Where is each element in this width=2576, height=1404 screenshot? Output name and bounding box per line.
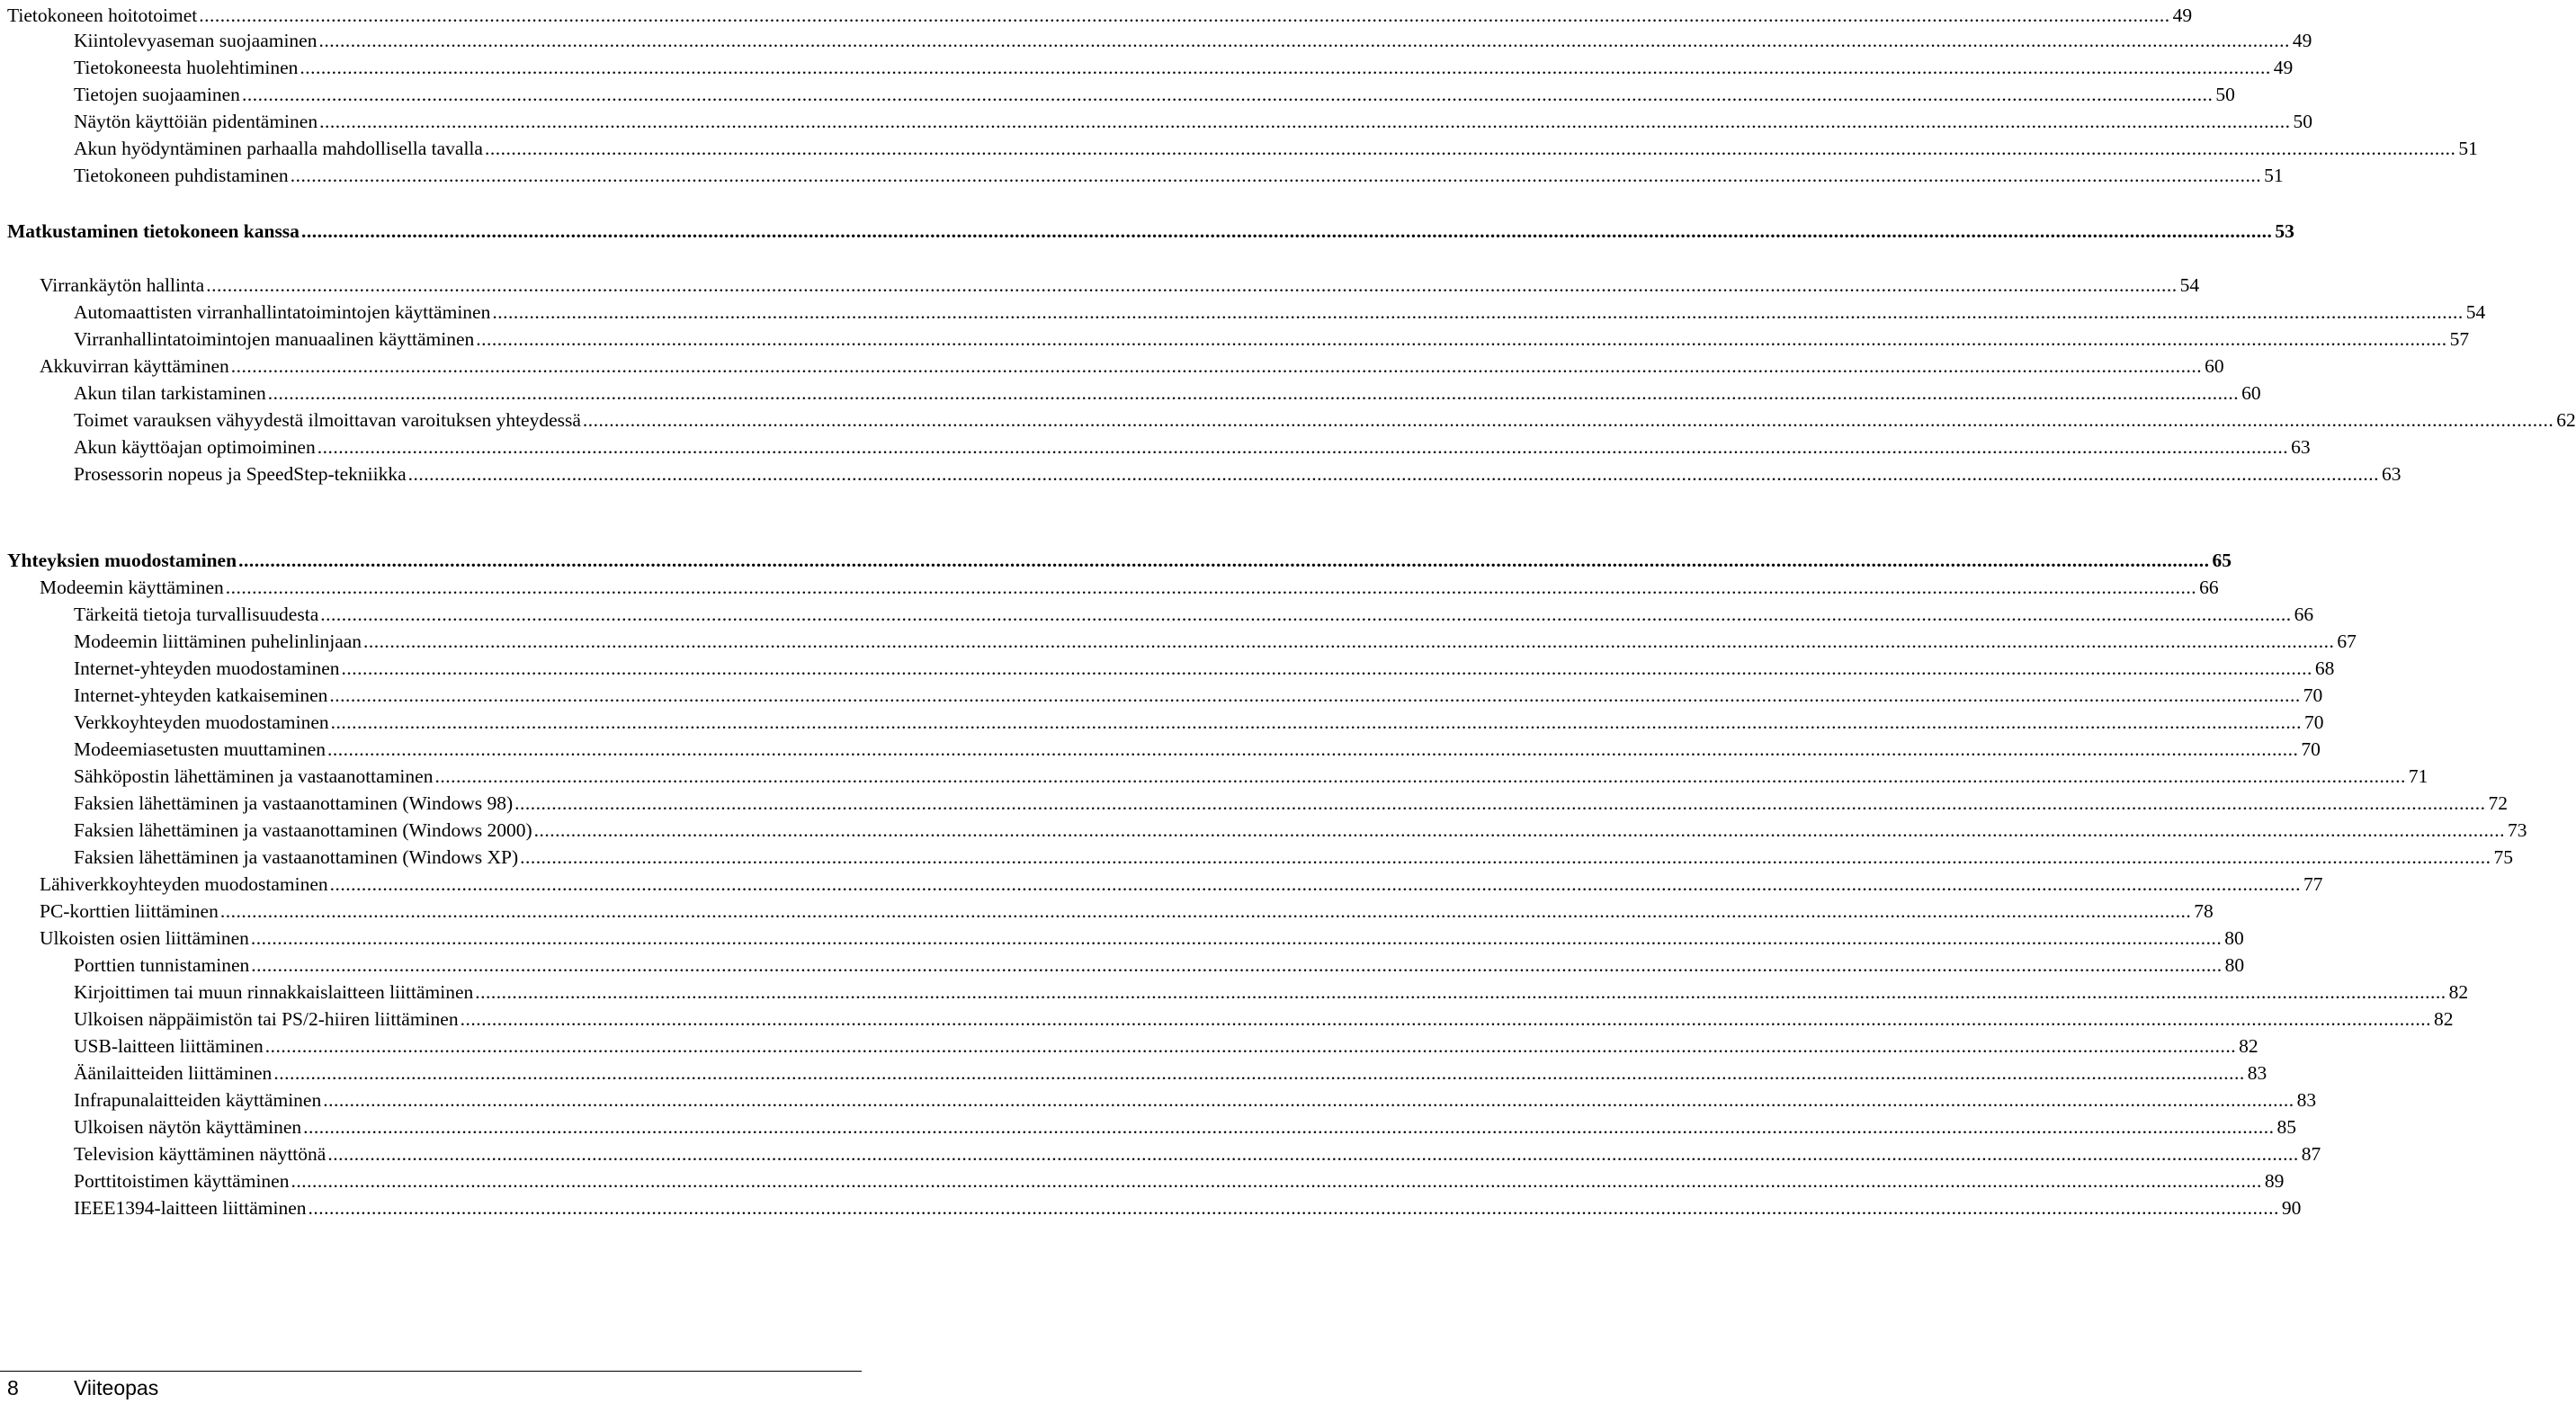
- toc-entry-title: Internet-yhteyden katkaiseminen: [74, 684, 328, 706]
- toc-entry-title: Tärkeitä tietoja turvallisuudesta: [74, 604, 319, 625]
- toc-leader-dots: [291, 164, 2261, 187]
- toc-entry-title: Modeemin käyttäminen: [40, 577, 224, 598]
- toc-entry-page: 49: [2273, 57, 2294, 78]
- toc-leader-dots: [342, 657, 2312, 680]
- toc-entry-title: Akkuvirran käyttäminen: [40, 355, 229, 377]
- toc-entry-page: 71: [2408, 765, 2428, 787]
- toc-leader-dots: [199, 4, 2169, 27]
- toc-entry-title: Toimet varauksen vähyydestä ilmoittavan varoituksen yhteydessä: [74, 409, 581, 431]
- toc-entry-page: 60: [2241, 382, 2261, 404]
- toc-leader-dots: [273, 1061, 2244, 1085]
- toc-entry-page: 57: [2449, 328, 2470, 350]
- toc-entry-title: Ulkoisen näytön käyttäminen: [74, 1116, 302, 1138]
- toc-entry: [0, 707, 2324, 734]
- toc-leader-dots: [320, 603, 2291, 626]
- toc-entry: [0, 1112, 2297, 1139]
- toc-leader-dots: [330, 872, 2301, 896]
- toc-entry: [0, 1058, 2267, 1085]
- toc-entry: [0, 626, 2357, 653]
- toc-entry-title: Virrankäytön hallinta: [40, 274, 205, 296]
- toc-entry: [0, 653, 2335, 680]
- toc-leader-dots: [300, 56, 2270, 79]
- toc-entry-page: 50: [2215, 84, 2235, 105]
- toc-entry-page: 70: [2301, 738, 2321, 760]
- toc-leader-dots: [327, 738, 2298, 761]
- toc-entry: [0, 133, 2478, 160]
- toc-leader-dots: [318, 29, 2289, 52]
- toc-entry-page: 83: [2296, 1089, 2317, 1111]
- toc-leader-dots: [319, 110, 2290, 133]
- toc-entry-title: Kirjoittimen tai muun rinnakkaislaitteen liittäminen: [74, 981, 474, 1003]
- toc-entry-title: Lähiverkkoyhteyden muodostaminen: [40, 873, 328, 895]
- toc-leader-dots: [514, 791, 2485, 815]
- footer-page-number: 8: [7, 1376, 19, 1400]
- toc-leader-dots: [461, 1007, 2431, 1031]
- toc-entry-page: 53: [2275, 220, 2294, 242]
- toc-leader-dots: [251, 926, 2222, 950]
- toc-entry: [0, 459, 2402, 486]
- toc-leader-dots: [318, 435, 2288, 459]
- toc-entry: [0, 680, 2323, 707]
- toc-entry: [0, 432, 2311, 459]
- toc-entry-page: 82: [2239, 1035, 2258, 1057]
- toc-entry-page: 82: [2433, 1008, 2454, 1030]
- toc-entry-page: 75: [2493, 846, 2513, 868]
- toc-entry-page: 72: [2488, 792, 2509, 814]
- toc-entry: [0, 52, 2294, 79]
- toc-leader-dots: [291, 1169, 2261, 1193]
- toc-leader-dots: [265, 1034, 2236, 1058]
- toc-entry: [0, 1031, 2258, 1058]
- toc-entry: [0, 1166, 2285, 1193]
- toc-entry: [0, 1139, 2321, 1166]
- toc-entry-page: 49: [2172, 4, 2193, 26]
- toc-entry: [0, 1085, 2317, 1112]
- toc-leader-dots: [238, 549, 2209, 572]
- toc-entry: [0, 1193, 2302, 1220]
- toc-leader-dots: [583, 408, 2554, 432]
- toc-leader-dots: [268, 381, 2239, 405]
- toc-entry-page: 62: [2556, 409, 2576, 431]
- toc-entry-title: Television käyttäminen näyttönä: [74, 1143, 326, 1165]
- toc-entry-title: Porttien tunnistaminen: [74, 954, 250, 976]
- toc-entry-title: Verkkoyhteyden muodostaminen: [74, 711, 329, 733]
- toc-leader-dots: [231, 354, 2202, 378]
- toc-entry: [0, 405, 2576, 432]
- toc-entry-page: 51: [2458, 138, 2478, 159]
- toc-entry-title: Automaattisten virranhallintatoimintojen käyttäminen: [74, 301, 491, 323]
- toc-entry-title: Modeemiasetusten muuttaminen: [74, 738, 326, 760]
- toc-entry-title: Ulkoisten osien liittäminen: [40, 927, 249, 949]
- toc-leader-dots: [226, 576, 2196, 599]
- toc-leader-dots: [309, 1196, 2279, 1220]
- toc-entry: [0, 923, 2244, 950]
- toc-entry-page: 66: [2294, 604, 2314, 625]
- toc-entry-page: 82: [2448, 981, 2469, 1003]
- toc-entry-page: 65: [2212, 550, 2232, 571]
- toc-entry-page: 70: [2303, 684, 2323, 706]
- toc-entry-title: USB-laitteen liittäminen: [74, 1035, 264, 1057]
- toc-leader-dots: [492, 300, 2463, 324]
- toc-leader-dots: [485, 137, 2455, 160]
- toc-entry-title: IEEE1394-laitteen liittäminen: [74, 1197, 307, 1219]
- toc-entry-title: Akun tilan tarkistaminen: [74, 382, 266, 404]
- toc-entry-title: Infrapunalaitteiden käyttäminen: [74, 1089, 322, 1111]
- toc-entry-page: 51: [2264, 165, 2284, 186]
- toc-entry: [0, 545, 2232, 572]
- toc-entry-title: Prosessorin nopeus ja SpeedStep-tekniikka: [74, 463, 407, 485]
- toc-leader-dots: [220, 899, 2191, 923]
- toc-entry: [0, 761, 2428, 788]
- toc-entry-page: 80: [2224, 927, 2244, 949]
- toc-entry: [0, 270, 2200, 297]
- toc-entry-title: Porttitoistimen käyttäminen: [74, 1170, 290, 1192]
- toc-entry-title: Faksien lähettäminen ja vastaanottaminen (Windows 98): [74, 792, 514, 814]
- toc-leader-dots: [520, 845, 2491, 869]
- toc-entry-page: 73: [2508, 819, 2527, 841]
- toc-leader-dots: [242, 83, 2213, 106]
- toc-entry-page: 90: [2281, 1197, 2302, 1219]
- toc-leader-dots: [323, 1088, 2294, 1112]
- toc-entry-page: 66: [2199, 577, 2219, 598]
- toc-entry-title: Tietojen suojaaminen: [74, 84, 240, 105]
- toc-leader-dots: [408, 462, 2379, 486]
- toc-entry: [0, 0, 2193, 27]
- toc-entry-page: 54: [2179, 274, 2200, 296]
- toc-entry: [0, 572, 2219, 599]
- toc-entry-page: 68: [2314, 657, 2335, 679]
- toc-entry: [0, 842, 2513, 869]
- toc-entry-page: 63: [2382, 463, 2402, 485]
- toc-entry: [0, 1004, 2454, 1031]
- toc-entry-page: 49: [2292, 30, 2312, 51]
- toc-entry-title: Näytön käyttöiän pidentäminen: [74, 111, 318, 132]
- toc-entry: [0, 734, 2321, 761]
- toc-entry-title: Kiintolevyaseman suojaaminen: [74, 30, 318, 51]
- toc-entry-page: 60: [2205, 355, 2224, 377]
- toc-entry-title: Ulkoisen näppäimistön tai PS/2-hiiren liittäminen: [74, 1008, 459, 1030]
- toc-entry-page: 54: [2465, 301, 2486, 323]
- footer-book-title: Viiteopas: [74, 1376, 159, 1400]
- toc-entry: [0, 160, 2284, 187]
- toc-entry-title: Faksien lähettäminen ja vastaanottaminen (Windows XP): [74, 846, 519, 868]
- toc-entry: [0, 297, 2486, 324]
- footer-rule: [0, 1371, 862, 1372]
- toc-entry-page: 50: [2293, 111, 2312, 132]
- toc-entry-title: PC-korttien liittäminen: [40, 900, 219, 922]
- toc-entry-title: Äänilaitteiden liittäminen: [74, 1062, 273, 1084]
- toc-entry: [0, 977, 2469, 1004]
- toc-entry-title: Sähköpostin lähettäminen ja vastaanottaminen: [74, 765, 434, 787]
- toc-entry-page: 63: [2291, 436, 2311, 458]
- toc-entry-title: Faksien lähettäminen ja vastaanottaminen (Windows 2000): [74, 819, 532, 841]
- toc-entry-page: 78: [2194, 900, 2214, 922]
- toc-entry-title: Virranhallintatoimintojen manuaalinen käyttäminen: [74, 328, 475, 350]
- toc-leader-dots: [251, 953, 2222, 977]
- toc-entry-title: Tietokoneesta huolehtiminen: [74, 57, 299, 78]
- page-footer: [0, 1371, 863, 1404]
- toc-entry: [0, 869, 2323, 896]
- toc-entry: [0, 896, 2214, 923]
- toc-entry-page: 77: [2303, 873, 2323, 895]
- toc-leader-dots: [475, 980, 2446, 1004]
- toc-entry: [0, 324, 2470, 351]
- toc-leader-dots: [434, 765, 2405, 788]
- toc-entry-title: Akun käyttöajan optimoiminen: [74, 436, 316, 458]
- toc-entry-page: 67: [2337, 630, 2357, 652]
- toc-leader-dots: [476, 327, 2446, 351]
- toc-entry: [0, 950, 2245, 977]
- toc-entry: [0, 25, 2312, 52]
- toc-entry-title: Matkustaminen tietokoneen kanssa: [7, 220, 300, 242]
- toc-leader-dots: [303, 1115, 2274, 1139]
- toc-leader-dots: [329, 684, 2300, 707]
- toc-entry: [0, 351, 2224, 378]
- toc-entry-page: 87: [2301, 1143, 2321, 1165]
- toc-leader-dots: [534, 818, 2505, 842]
- toc-entry: [0, 79, 2235, 106]
- toc-entry-page: 80: [2224, 954, 2245, 976]
- toc-entry: [0, 378, 2261, 405]
- toc-leader-dots: [363, 630, 2334, 653]
- toc-entry: [0, 216, 2294, 243]
- toc-entry-page: 85: [2276, 1116, 2297, 1138]
- toc-entry: [0, 815, 2527, 842]
- toc-entry-title: Tietokoneen hoitotoimet: [7, 4, 198, 26]
- toc-entry-title: Modeemin liittäminen puhelinlinjaan: [74, 630, 362, 652]
- toc-leader-dots: [206, 273, 2177, 297]
- toc-entry-title: Yhteyksien muodostaminen: [7, 550, 237, 571]
- toc-leader-dots: [327, 1142, 2298, 1166]
- toc-entry: [0, 599, 2314, 626]
- toc-entry-title: Internet-yhteyden muodostaminen: [74, 657, 340, 679]
- toc-entry: [0, 788, 2509, 815]
- toc-entry-title: Tietokoneen puhdistaminen: [74, 165, 289, 186]
- toc-entry-page: 83: [2247, 1062, 2267, 1084]
- toc-entry-page: 89: [2264, 1170, 2285, 1192]
- toc-entry: [0, 106, 2312, 133]
- toc-leader-dots: [331, 711, 2302, 734]
- toc-entry-page: 70: [2304, 711, 2324, 733]
- toc-leader-dots: [301, 219, 2272, 243]
- toc-entry-title: Akun hyödyntäminen parhaalla mahdollisella tavalla: [74, 138, 483, 159]
